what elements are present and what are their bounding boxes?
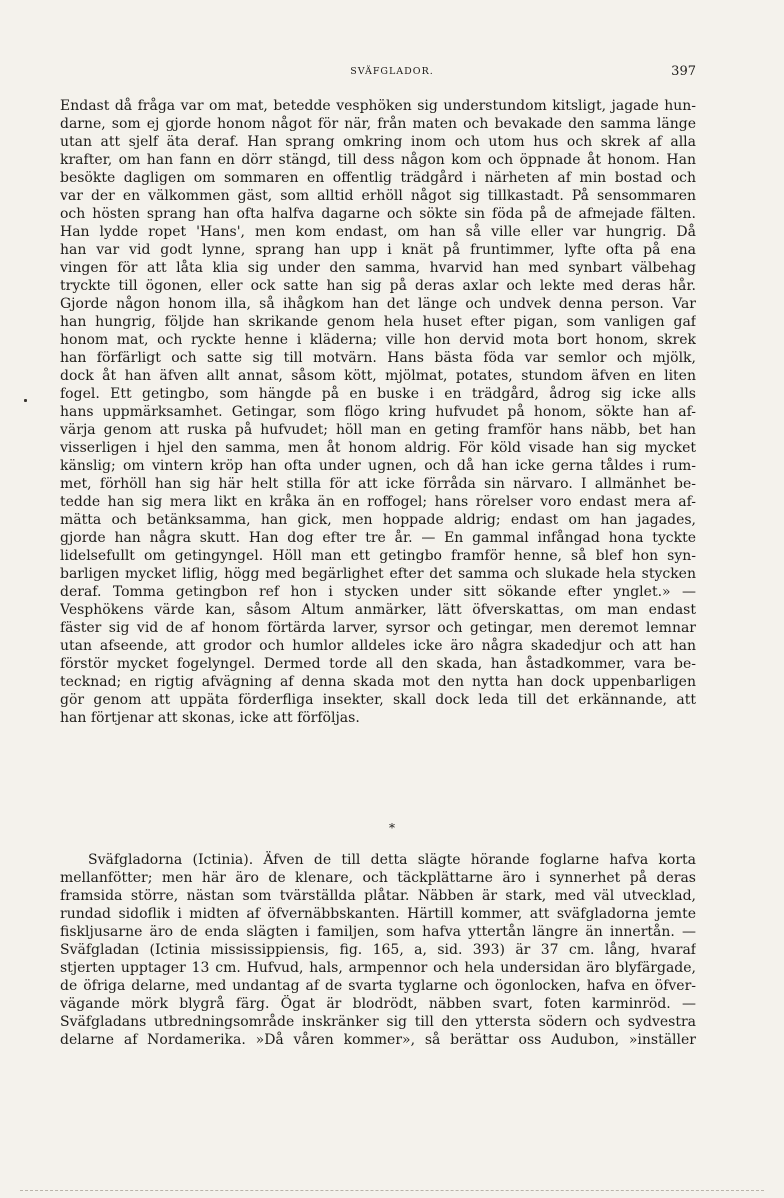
text-line: de öfriga delarne, med undantag af de svarta tyglarne och ögonlocken, hafva en öfver- (60, 978, 696, 994)
running-head: SVÄFGLADOR. (350, 66, 434, 77)
text-line: Sväfgladan (Ictinia mississippiensis, fig. 165, a, sid. 393) är 37 cm. lång, hvaraf (60, 942, 696, 958)
paragraph-svafgladorna (60, 851, 696, 1049)
text-line: gjorde han några skutt. Han dog efter tre år. — En gammal infångad hona tyckte (60, 530, 696, 546)
text-line: lidelsefullt om getingyngel. Höll man ett getingbo framför henne, så blef hon syn- (60, 548, 696, 564)
text-line: fogel. Ett getingbo, som hängde på en buske i en trädgård, ådrog sig icke alls (60, 386, 696, 402)
text-line: besökte dagligen om sommaren en offentlig trädgård i närheten af min bostad och (60, 170, 696, 186)
text-line: han förfärligt och satte sig till motvärn. Hans bästa föda var semlor och mjölk, (60, 350, 696, 366)
text-line: barligen mycket liflig, högg med begärlighet efter det samma och slukade hela stycken (60, 566, 696, 582)
text-line: utan att sjelf äta deraf. Han sprang omkring inom och utom hus och skrek af alla (60, 134, 696, 150)
text-line: vägande mörk blygrå färg. Ögat är blodrödt, näbben svart, foten karminröd. — (60, 996, 696, 1012)
text-line: visserligen i hjel den samma, men åt honom aldrig. För köld visade han sig mycket (60, 440, 696, 456)
text-line: och hösten sprang han ofta halfva dagarne och sökte sin föda på de afmejade fälten. (60, 206, 696, 222)
paragraph-vesphok (60, 97, 696, 727)
text-line: mellanfötter; men här äro de klenare, och täckplättarne äro i synnerhet på deras (60, 870, 696, 886)
text-line: Endast då fråga var om mat, betedde vesphöken sig understundom kitsligt, jagade hun- (60, 98, 696, 114)
text-line: Sväfgladorna (Ictinia). Äfven de till detta slägte hörande foglarne hafva korta (88, 852, 696, 868)
text-line: han var vid godt lynne, sprang han upp i knät på fruntimmer, lyfte ofta på ena (60, 242, 696, 258)
text-line: fäster sig vid de af honom förtärda larver, syrsor och getingar, men deremot lemnar (60, 620, 696, 636)
margin-mark (24, 399, 27, 402)
text-line: Vesphökens värde kan, såsom Altum anmärker, lätt öfverskattas, om man endast (60, 602, 696, 618)
text-line: vingen för att låta klia sig under den samma, hvarvid han med synbart välbehag (60, 260, 696, 276)
text-line: Gjorde någon honom illa, så ihågkom han det länge och undvek denna person. Var (60, 296, 696, 312)
text-line: hans uppmärksamhet. Getingar, som flögo kring hufvudet på honom, sökte han af- (60, 404, 696, 420)
text-line: delarne af Nordamerika. »Då våren kommer», så berättar oss Audubon, »inställer (60, 1032, 696, 1048)
text-line: tedde han sig mera likt en kråka än en roffogel; hans rörelser voro endast mera af- (60, 494, 696, 510)
text-line: honom mat, och ryckte henne i kläderna; ville hon dervid mota bort honom, skrek (60, 332, 696, 348)
text-line: var der en välkommen gäst, som alltid erhöll något sig tillkastadt. På sensommaren (60, 188, 696, 204)
text-line: tryckte till ögonen, eller ock satte han sig på deras axlar och lekte med deras hår. (60, 278, 696, 294)
text-line: känslig; om vintern kröp han ofta under ugnen, och då han icke gerna tåldes i rum- (60, 458, 696, 474)
text-line: förstör mycket fogelyngel. Dermed torde all den skada, han åstadkommer, vara be- (60, 656, 696, 672)
text-line: stjerten upptager 13 cm. Hufvud, hals, armpennor och hela undersidan äro blyfärgade, (60, 960, 696, 976)
scan-edge-rule (20, 1190, 764, 1191)
text-line: mätta och betänksamma, han gick, men hoppade aldrig; endast om han jagades, (60, 512, 696, 528)
page-number: 397 (671, 64, 696, 79)
text-line: han hungrig, följde han skrikande genom hela huset efter pigan, som vanligen gaf (60, 314, 696, 330)
text-line: framsida större, nästan som tvärställda plåtar. Näbben är stark, med väl utvecklad, (60, 888, 696, 904)
text-line: Sväfgladans utbredningsområde inskränker sig till den yttersta södern och sydvestra (60, 1014, 696, 1030)
text-line: deraf. Tomma getingbon ref hon i stycken under sitt sökande efter ynglet.» — (60, 584, 696, 600)
text-line: dock åt han äfven allt annat, såsom kött, mjölmat, potates, stundom äfven en liten (60, 368, 696, 384)
text-line: met, förhöll han sig här helt stilla för att icke förråda sin närvaro. I allmänhet be- (60, 476, 696, 492)
text-line: han förtjenar att skonas, icke att förföljas. (60, 710, 360, 726)
text-line: darne, som ej gjorde honom något för när, från maten och bevakade den samma länge (60, 116, 696, 132)
text-line: rundad sidoflik i midten af öfvernäbbskanten. Härtill kommer, att sväfgladorna jemte (60, 906, 696, 922)
text-line: gör genom att uppäta förderfliga insekter, skall dock leda till det erkännande, att (60, 692, 696, 708)
text-line: fiskljusarne äro de enda slägten i familjen, som hafva yttertån längre än innertån. — (60, 924, 696, 940)
section-separator: * (389, 821, 395, 835)
text-line: tecknad; en rigtig afvägning af denna skada mot den nytta han dock uppenbarligen (60, 674, 696, 690)
text-line: värja genom att ruska på hufvudet; höll man en geting framför hans näbb, bet han (60, 422, 696, 438)
text-line: krafter, om han fann en dörr stängd, till dess någon kom och öppnade åt honom. Han (60, 152, 696, 168)
text-line: Han lydde ropet 'Hans', men kom endast, om han så ville eller var hungrig. Då (60, 224, 696, 240)
text-line: utan afseende, att grodor och humlor alldeles icke äro några skadedjur och att han (60, 638, 696, 654)
